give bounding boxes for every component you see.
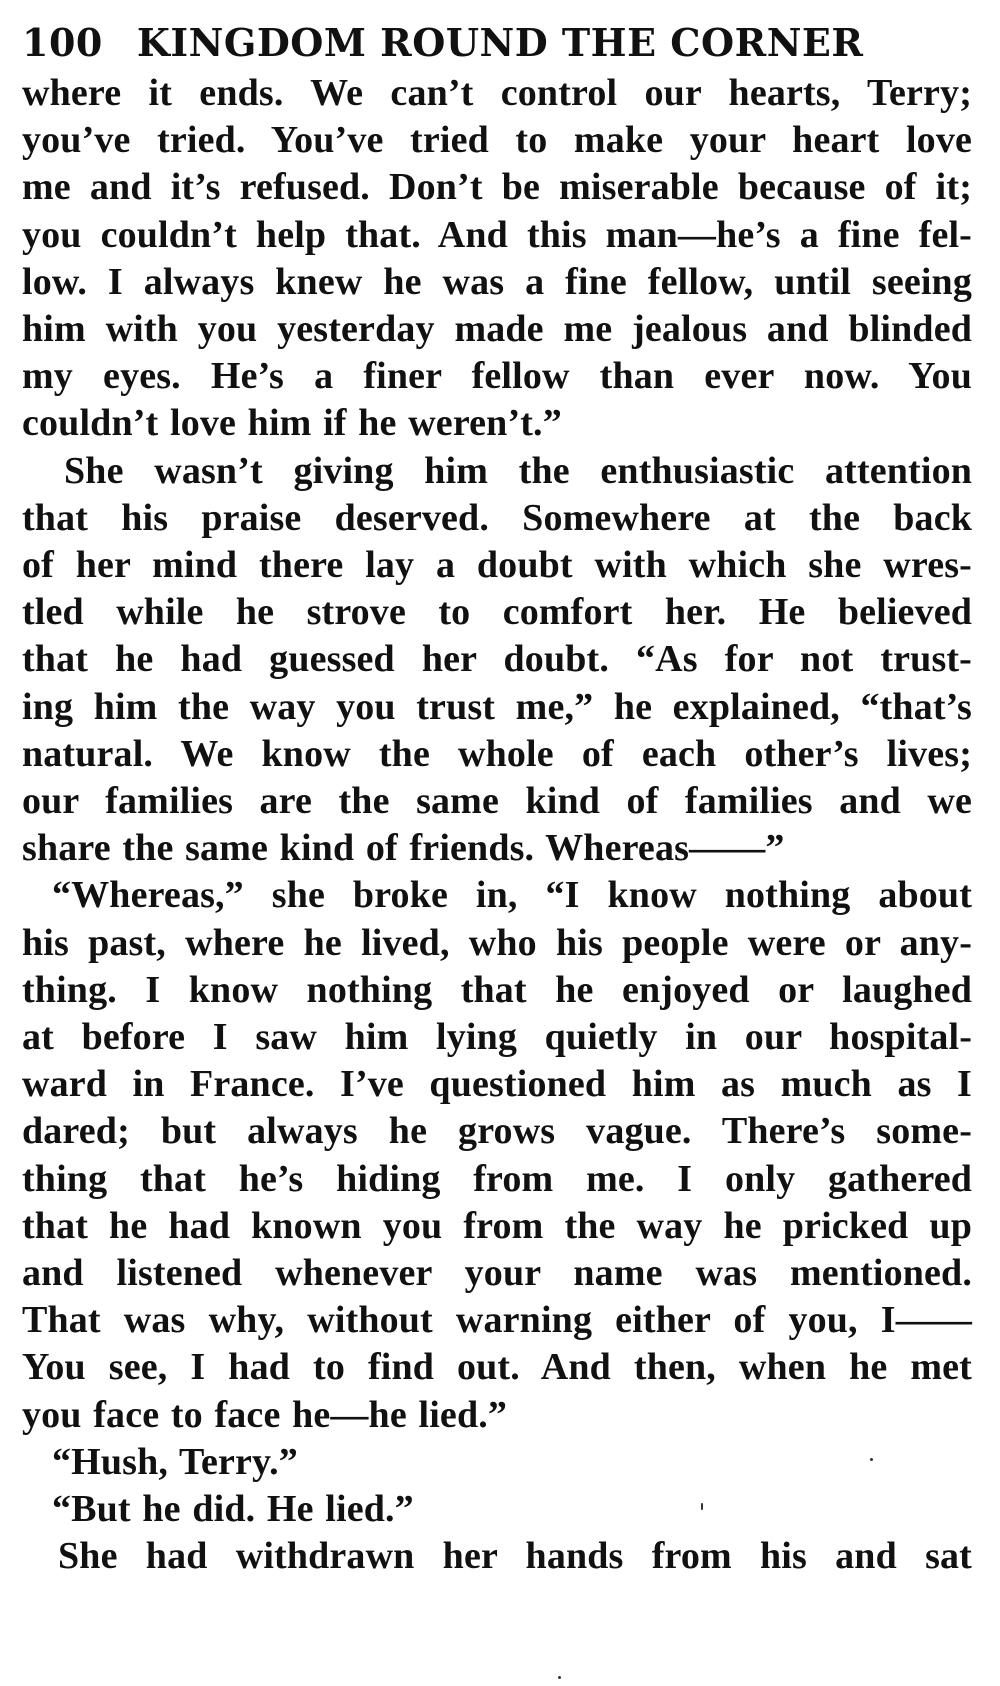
text-line: “But he did. He lied.” (52, 1488, 414, 1531)
page-number: 100 (22, 20, 103, 65)
text-line: low. I always knew he was a fine fellow, until seeing (22, 260, 972, 303)
text-line: at before I saw him lying quietly in our hospital- (22, 1016, 972, 1059)
text-line: That was why, without warning either of you, I—— (22, 1299, 972, 1342)
text-line: thing that he’s hiding from me. I only gathered (22, 1157, 972, 1200)
book-page (22, 18, 972, 1668)
text-line: that his praise deserved. Somewhere at the back (22, 496, 972, 539)
text-line: that he had known you from the way he pricked up (22, 1204, 972, 1247)
print-speck (701, 1503, 703, 1510)
text-line: me and it’s refused. Don’t be miserable because of it; (22, 166, 972, 209)
text-line: She had withdrawn her hands from his and sat (58, 1535, 972, 1578)
text-line: share the same kind of friends. Whereas——” (22, 827, 785, 870)
text-line: you’ve tried. You’ve tried to make your heart love (22, 119, 972, 162)
page-header (22, 18, 972, 68)
text-line: my eyes. He’s a finer fellow than ever now. You (22, 355, 972, 398)
text-line: his past, where he lived, who his people were or any- (22, 921, 972, 964)
text-line: and listened whenever your name was mentioned. (22, 1252, 972, 1295)
text-line: She wasn’t giving him the enthusiastic attention (64, 449, 972, 492)
text-line: that he had guessed her doubt. “As for not trust- (22, 638, 972, 681)
text-line: him with you yesterday made me jealous and blinded (22, 308, 972, 351)
text-line: our families are the same kind of families and we (22, 780, 972, 823)
text-line: you couldn’t help that. And this man—he’s a fine fel- (22, 213, 972, 256)
print-speck (558, 1676, 561, 1679)
text-line: You see, I had to find out. And then, when he met (22, 1346, 972, 1389)
text-line: couldn’t love him if he weren’t.” (22, 402, 562, 445)
text-line: thing. I know nothing that he enjoyed or laughed (22, 968, 972, 1011)
print-speck (870, 1458, 873, 1461)
text-line: ward in France. I’ve questioned him as much as I (22, 1063, 972, 1106)
text-line: ing him the way you trust me,” he explained, “that’s (22, 685, 972, 728)
text-line: dared; but always he grows vague. There’s some- (22, 1110, 972, 1153)
text-line: where it ends. We can’t control our hearts, Terry; (22, 72, 972, 114)
text-line: you face to face he—he lied.” (22, 1393, 508, 1436)
text-line: of her mind there lay a doubt with which she wres- (22, 544, 972, 587)
running-head: KINGDOM ROUND THE CORNER (136, 20, 864, 65)
text-line: tled while he strove to comfort her. He believed (22, 591, 972, 634)
body-text (22, 70, 972, 1581)
text-line: natural. We know the whole of each other’s lives; (22, 732, 972, 775)
text-line: “Hush, Terry.” (52, 1440, 298, 1483)
text-line: “Whereas,” she broke in, “I know nothing about (52, 874, 972, 917)
